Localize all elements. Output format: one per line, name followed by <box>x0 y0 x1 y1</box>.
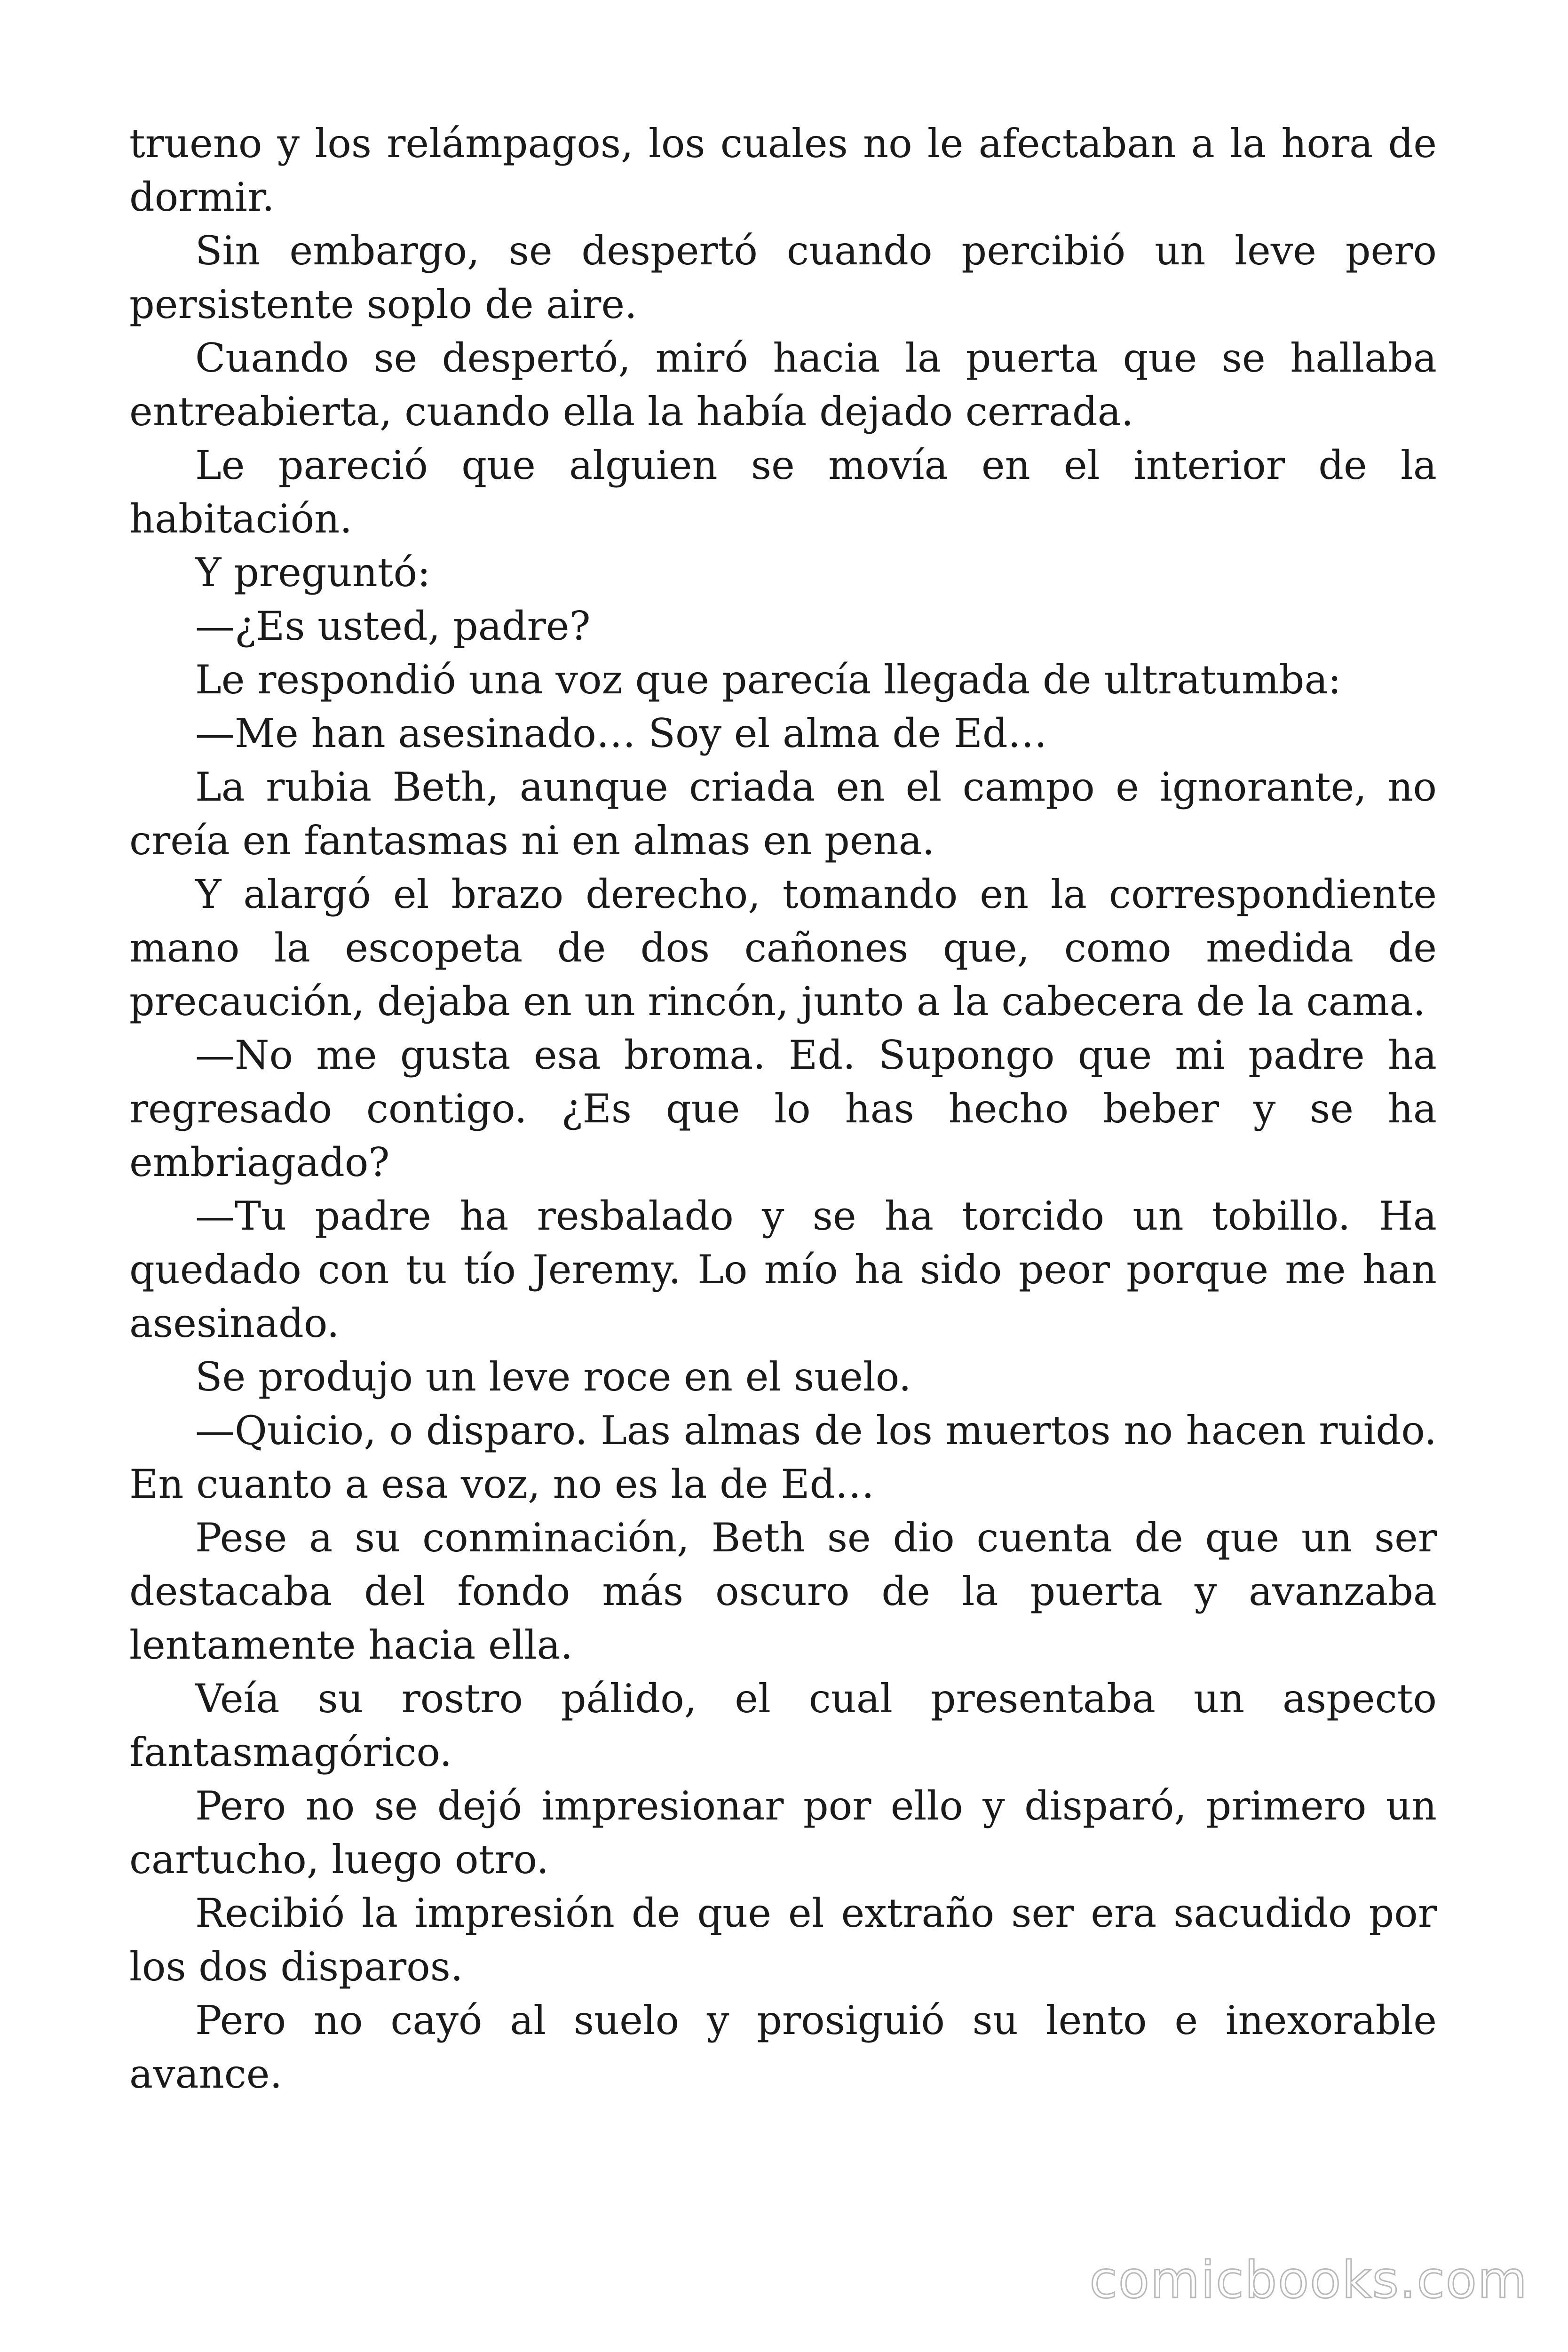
paragraph: Recibió la impresión de que el extraño ser era sacudido por los dos disparos. <box>129 1890 1437 1990</box>
paragraph: Veía su rostro pálido, el cual presentaba un aspecto fantasmagórico. <box>129 1676 1437 1775</box>
paragraph: Pero no cayó al suelo y prosiguió su lento e inexorable avance. <box>129 1997 1437 2097</box>
book-page-text <box>129 117 1437 2101</box>
paragraph: Cuando se despertó, miró hacia la puerta que se hallaba entreabierta, cuando ella la había dejado cerrada. <box>129 335 1437 435</box>
paragraph: —Tu padre ha resbalado y se ha torcido un tobillo. Ha quedado con tu tío Jeremy. Lo mío ha sido peor porque me han asesinado. <box>129 1193 1437 1346</box>
watermark: comicbooks.com <box>1089 2251 1528 2310</box>
paragraph: La rubia Beth, aunque criada en el campo e ignorante, no creía en fantasmas ni en almas en pena. <box>129 764 1437 864</box>
paragraph: —Quicio, o disparo. Las almas de los muertos no hacen ruido. En cuanto a esa voz, no es la de Ed… <box>129 1407 1437 1507</box>
paragraph: Le pareció que alguien se movía en el interior de la habitación. <box>129 442 1437 542</box>
paragraph: Y alargó el brazo derecho, tomando en la correspondiente mano la escopeta de dos cañones que, como medida de precaución, dejaba en un rincón, junto a la cabecera de la cama. <box>129 871 1437 1025</box>
paragraph: —No me gusta esa broma. Ed. Supongo que mi padre ha regresado contigo. ¿Es que lo has hecho beber y se ha embriagado? <box>129 1032 1437 1185</box>
paragraph: Se produjo un leve roce en el suelo. <box>195 1354 911 1400</box>
paragraph: Le respondió una voz que parecía llegada de ultratumba: <box>195 657 1341 703</box>
paragraph: Pero no se dejó impresionar por ello y disparó, primero un cartucho, luego otro. <box>129 1783 1437 1883</box>
paragraph: —¿Es usted, padre? <box>195 603 591 649</box>
paragraph: trueno y los relámpagos, los cuales no le afectaban a la hora de dormir. <box>129 120 1437 220</box>
paragraph: Y preguntó: <box>195 549 431 596</box>
paragraph: Pese a su conminación, Beth se dio cuenta de que un ser destacaba del fondo más oscuro de la puerta y avanzaba lentamente hacia ella. <box>129 1515 1437 1668</box>
paragraph: —Me han asesinado… Soy el alma de Ed… <box>195 710 1047 756</box>
paragraph: Sin embargo, se despertó cuando percibió un leve pero persistente soplo de aire. <box>129 228 1437 327</box>
